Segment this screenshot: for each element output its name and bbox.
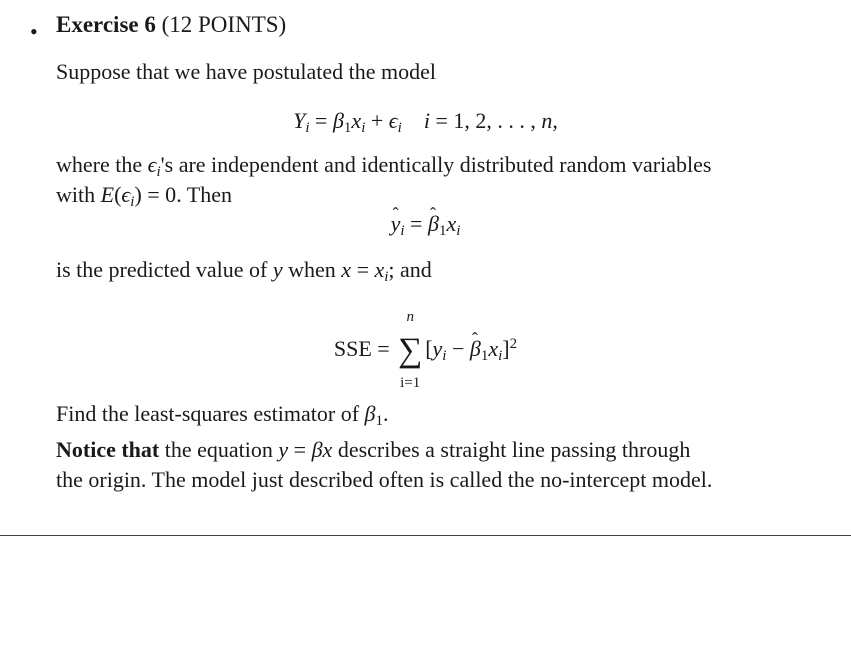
summation-symbol: n ∑ i=1: [395, 334, 425, 368]
model-equation: $Y_i = \beta_1x_i + \epsilon_i$ i = 1, 2, . . . , n,: [293, 108, 558, 136]
with-prefix: with: [56, 182, 101, 207]
horizontal-divider: [0, 535, 851, 536]
sum-upper-limit: n: [406, 309, 414, 325]
predicted-prefix: is the predicted value of: [56, 257, 273, 282]
exercise-heading: [56, 12, 286, 38]
notice-bold: Notice that: [56, 437, 160, 462]
predicted-when: when: [282, 257, 342, 282]
sum-lower-limit: i=1: [400, 375, 421, 391]
where-text-line1: where the $\epsilon_i's$ are independent and identically distributed random variables: [56, 152, 712, 180]
predicted-and: ; and: [388, 257, 432, 282]
notice-rest2: describes a straight line passing through: [332, 437, 691, 462]
exercise-title: Exercise 6: [56, 12, 156, 37]
exercise-points: (12 POINTS): [161, 12, 287, 37]
predicted-text: is the predicted value of y when $x = x_i$; and: [56, 257, 432, 285]
bullet-marker: •: [30, 19, 38, 44]
intro-text: Suppose that we have postulated the model: [56, 59, 437, 84]
where-text-line2: with $E(\epsilon_i) = 0$. Then: [56, 182, 232, 210]
prediction-equation: ˆ $y_i$ = ˆ $\beta_1x_i$: [0, 211, 851, 237]
find-text: Find the least-squares estimator of $\beta_1$.: [56, 401, 389, 429]
sse-equation: SSE = n ∑ i=1 [$y_i$ − ˆ $\beta_1x_i]^2$: [0, 334, 851, 368]
sse-label: SSE: [333, 336, 372, 362]
find-prefix: Find the least-squares estimator of: [56, 401, 365, 426]
notice-rest1: the equation: [159, 437, 279, 462]
notice-line1: Notice that the equation y = βx describes a straight line passing through: [56, 437, 691, 462]
with-suffix: . Then: [176, 182, 232, 207]
notice-line2: the origin. The model just described often is called the no-intercept model.: [56, 467, 713, 492]
